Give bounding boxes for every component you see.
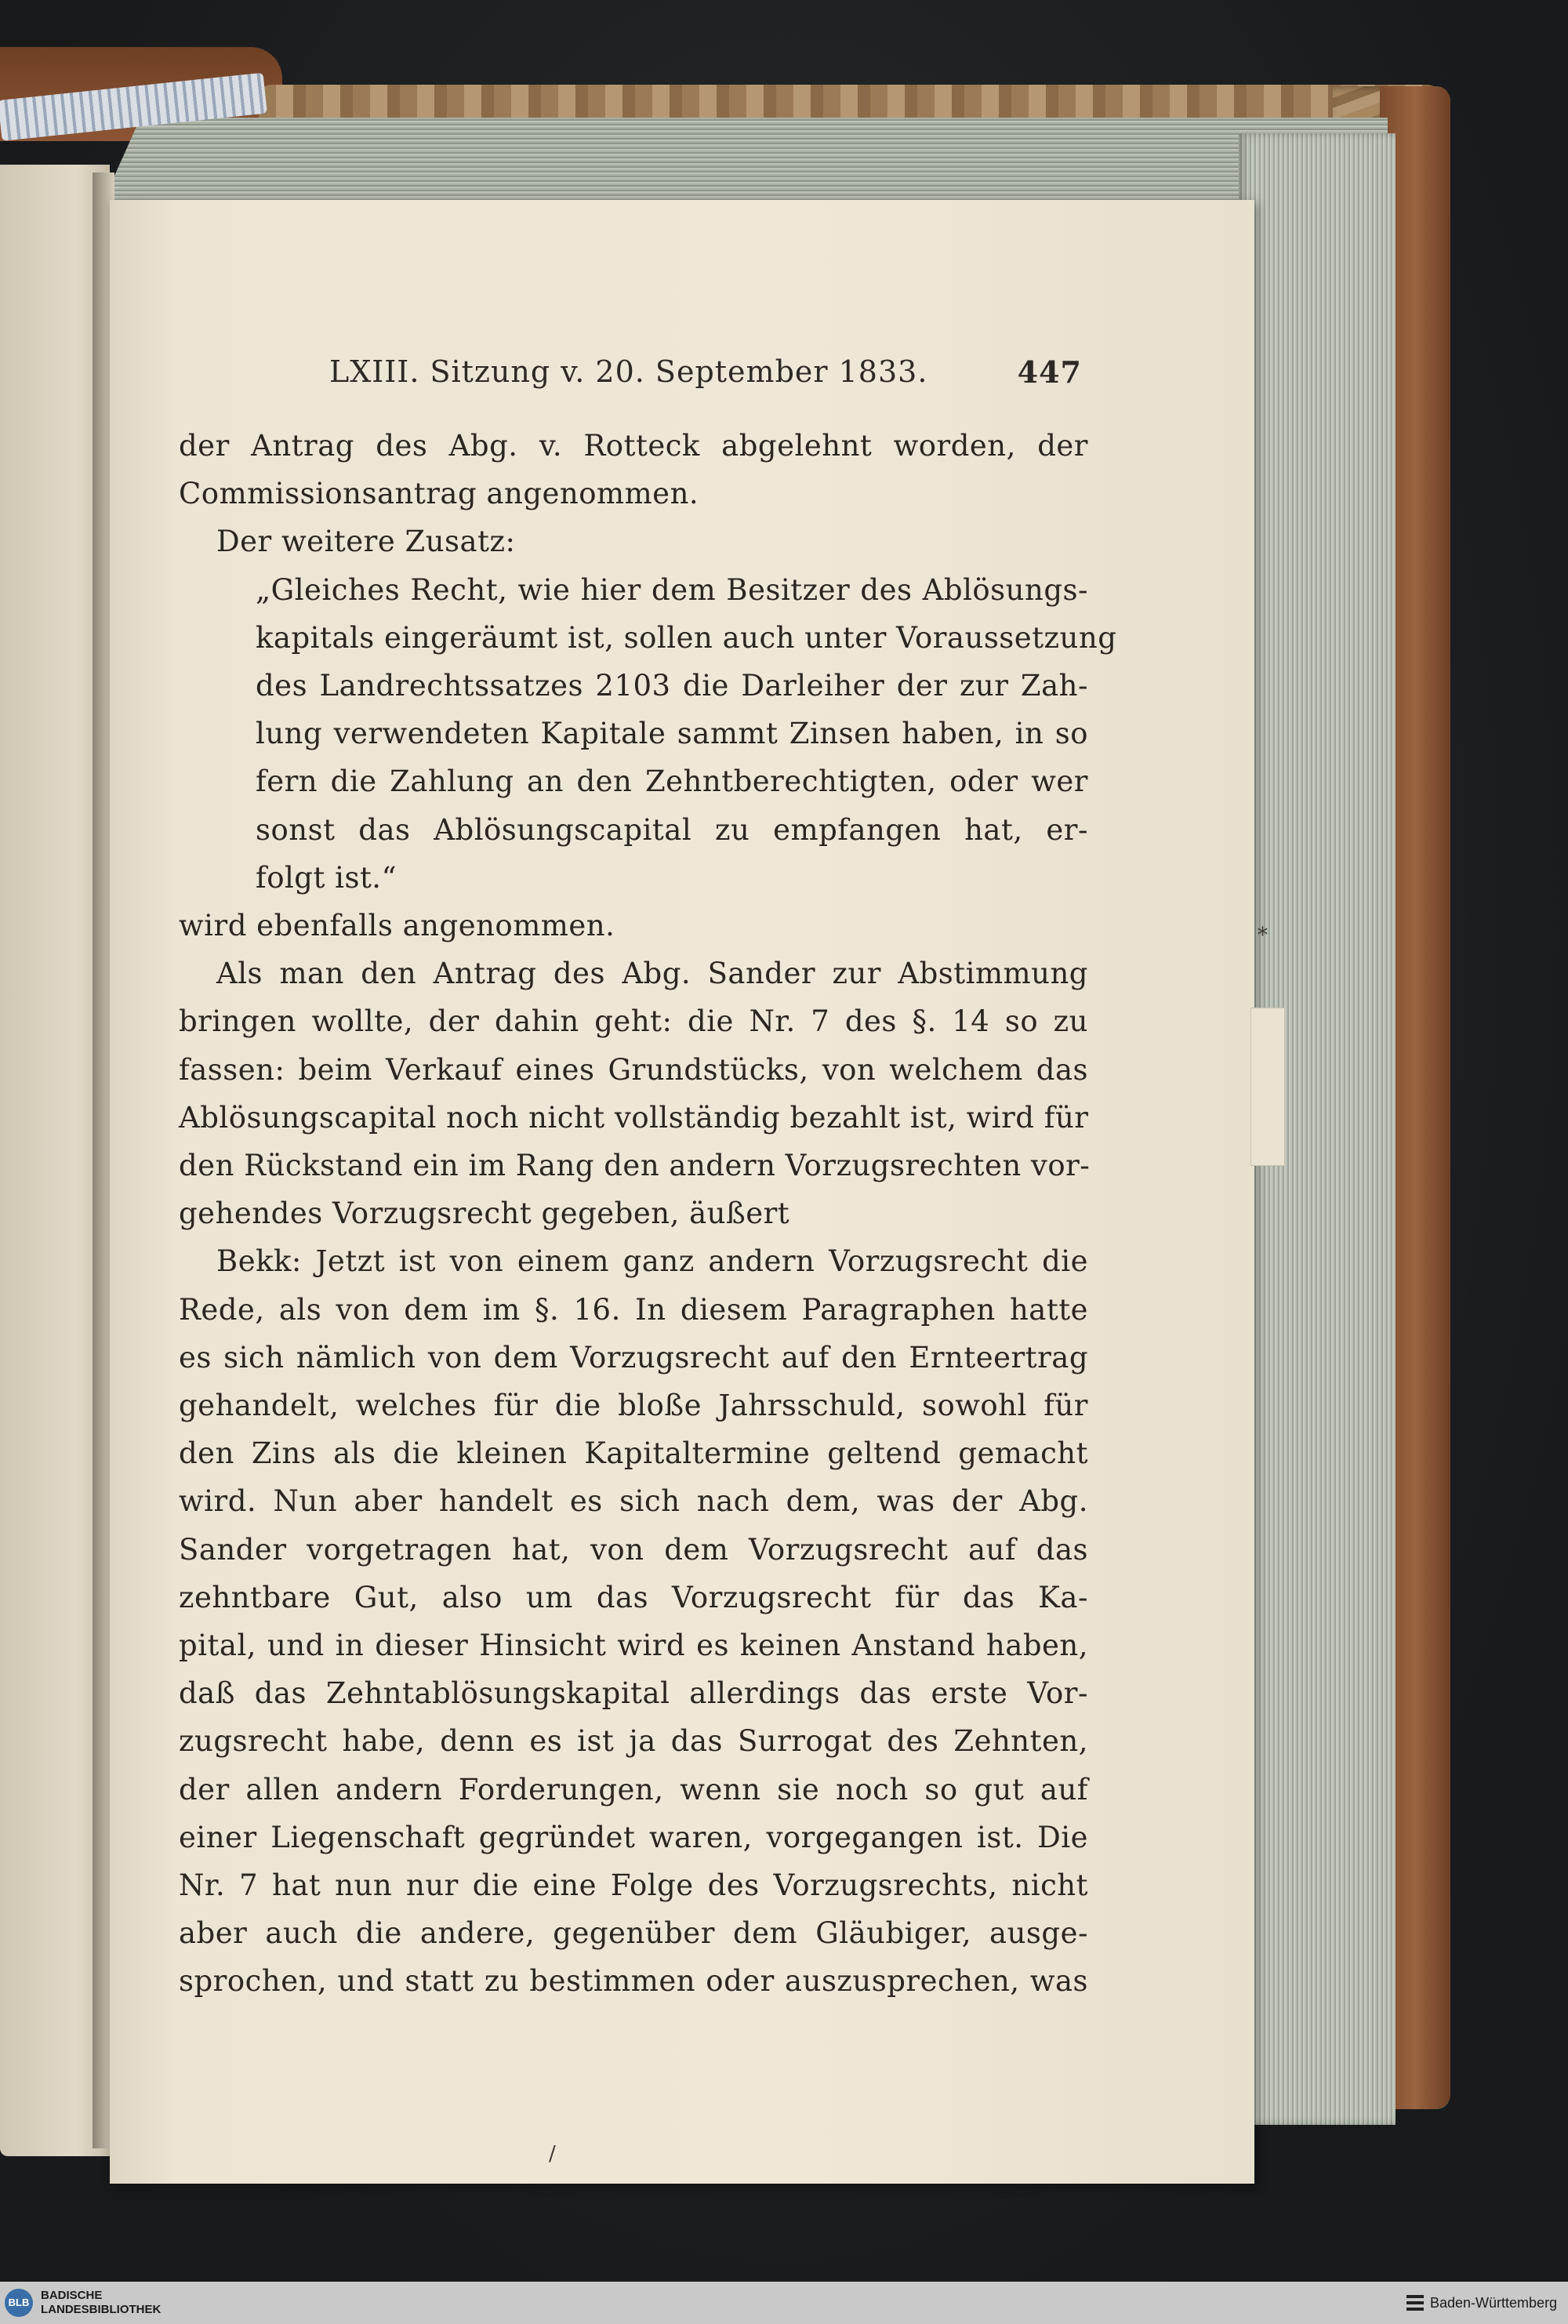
text-line: Sander vorgetragen hat, von dem Vorzugsrecht auf das — [179, 1533, 1088, 1567]
text-line: des Landrechtssatzes 2103 die Darleiher der zur Zah- — [256, 669, 1088, 703]
text-line: gehandelt, welches für die bloße Jahrsschuld, sowohl für — [179, 1389, 1088, 1422]
text-line: den Zins als die kleinen Kapitaltermine geltend gemacht — [179, 1436, 1088, 1470]
text-line: wird. Nun aber handelt es sich nach dem, was der Abg. — [179, 1484, 1088, 1518]
paper-slip — [1250, 1008, 1285, 1166]
text-line: bringen wollte, der dahin geht: die Nr. 7 des §. 14 so zu — [179, 1004, 1088, 1038]
text-line: „Gleiches Recht, wie hier dem Besitzer des Ablösungs- — [256, 573, 1088, 607]
baden-wuerttemberg-label: Baden-Württemberg — [1430, 2295, 1558, 2311]
text-line: daß das Zehntablösungskapital allerdings das erste Vor- — [179, 1676, 1088, 1710]
text-line: Commissionsantrag angenommen. — [179, 477, 699, 510]
text-line: der Antrag des Abg. v. Rotteck abgelehnt worden, der — [179, 429, 1088, 463]
text-line: kapitals eingeräumt ist, sollen auch unter Voraussetzung — [256, 621, 1117, 655]
text-line: Rede, als von dem im §. 16. In diesem Paragraphen hatte — [179, 1293, 1088, 1327]
text-line: Ablösungscapital noch nicht vollständig bezahlt ist, wird für — [179, 1101, 1089, 1135]
blb-line2: LANDESBIBLIOTHEK — [41, 2303, 162, 2316]
baden-wuerttemberg-logo-icon — [1405, 2293, 1425, 2313]
text-line: fassen: beim Verkauf eines Grundstücks, von welchem das — [179, 1053, 1088, 1087]
page-number: 447 — [1017, 354, 1082, 390]
text-line: lung verwendeten Kapitale sammt Zinsen haben, in so — [256, 717, 1088, 750]
text-line: den Rückstand ein im Rang den andern Vorzugsrechten vor- — [179, 1149, 1091, 1182]
text-line: pital, und in dieser Hinsicht wird es keinen Anstand haben, — [179, 1629, 1088, 1662]
page-block-top — [102, 118, 1388, 204]
margin-mark: * — [1258, 924, 1268, 947]
pencil-mark: / — [549, 2142, 556, 2166]
running-header — [329, 354, 1082, 401]
blb-line1: BADISCHE — [41, 2289, 103, 2302]
text-line: sonst das Ablösungscapital zu empfangen hat, er- — [256, 813, 1088, 847]
text-line: fern die Zahlung an den Zehntberechtigten, oder wer — [256, 764, 1088, 798]
blb-logo: BLB — [5, 2289, 33, 2317]
text-line: einer Liegenschaft gegründet waren, vorgegangen ist. Die — [179, 1821, 1088, 1854]
header-title: LXIII. Sitzung v. 20. September 1833. — [329, 354, 928, 389]
text-line: gehendes Vorzugsrecht gegeben, äußert — [179, 1196, 790, 1230]
text-line: es sich nämlich von dem Vorzugsrecht auf den Ernteertrag — [179, 1341, 1088, 1374]
text-line: Der weitere Zusatz: — [216, 525, 516, 558]
text-line: aber auch die andere, gegenüber dem Gläubiger, ausge- — [179, 1916, 1088, 1950]
text-line: zugsrecht habe, denn es ist ja das Surrogat des Zehnten, — [179, 1724, 1088, 1758]
text-line: Bekk: Jetzt ist von einem ganz andern Vorzugsrecht die — [216, 1244, 1088, 1278]
text-line: zehntbare Gut, also um das Vorzugsrecht für das Ka- — [179, 1581, 1088, 1614]
text-line: wird ebenfalls angenommen. — [179, 909, 615, 942]
text-line: sprochen, und statt zu bestimmen oder auszusprechen, was — [179, 1964, 1088, 1998]
footer-bar — [0, 2282, 1568, 2324]
text-line: folgt ist.“ — [256, 861, 397, 895]
text-line: Nr. 7 hat nun nur die eine Folge des Vorzugsrechts, nicht — [179, 1868, 1088, 1902]
blb-name — [41, 2289, 161, 2317]
text-line: der allen andern Forderungen, wenn sie noch so gut auf — [179, 1773, 1088, 1807]
text-line: Als man den Antrag des Abg. Sander zur Abstimmung — [216, 957, 1088, 990]
